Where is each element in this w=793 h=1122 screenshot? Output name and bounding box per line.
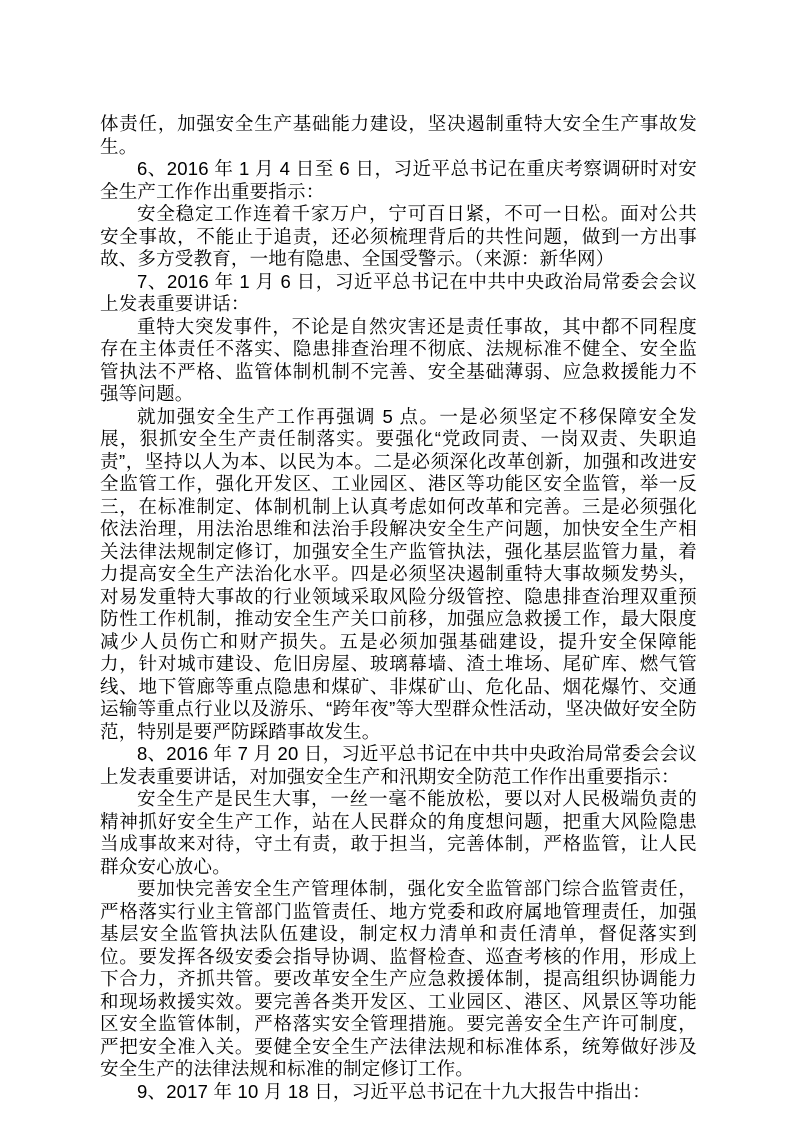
document-body [100, 113, 697, 1103]
paragraph-item-9: 9、2017 年 10 月 18 日，习近平总书记在十九大报告中指出： [137, 1080, 651, 1102]
paragraph-continuation: 体责任，加强安全生产基础能力建设，坚决遏制重特大安全生产事故发生。 [100, 113, 697, 157]
paragraph-item-7: 7、2016 年 1 月 6 日，习近平总书记在中共中央政治局常委会会议上发表重要讲话： [100, 270, 697, 314]
paragraph-quote: 要加快完善安全生产管理体制，强化安全监管部门综合监管责任，严格落实行业主管部门监管责任、地方党委和政府属地管理责任，加强基层安全监管执法队伍建设，制定权力清单和责任清单，督促落实到位。要发挥各级安委会指导协调、监督检查、巡查考核的作用，形成上下合力，齐抓共管。要改革安全生产应急救援体制，提高组织协调能力和现场救援实效。要完善各类开发区、工业园区、港区、风景区等功能区安全监管体制，严格落实安全管理措施。要完善安全生产许可制度，严把安全准入关。要健全安全生产法律法规和标准体系，统筹做好涉及安全生产的法律法规和标准的制定修订工作。 [100, 878, 697, 1079]
paragraph-quote: 重特大突发事件，不论是自然灾害还是责任事故，其中都不同程度存在主体责任不落实、隐患排查治理不彻底、法规标准不健全、安全监管执法不严格、监管体制机制不完善、安全基础薄弱、应急救援能力不强等问题。 [100, 315, 697, 404]
paragraph-quote: 就加强安全生产工作再强调 5 点。一是必须坚定不移保障安全发展，狠抓安全生产责任制落实。要强化“党政同责、一岗双责、失职追责”，坚持以人为本、以民为本。二是必须深化改革创新，加强和改进安全监管工作，强化开发区、工业园区、港区等功能区安全监管，举一反三，在标准制定、体制机制上认真考虑如何改革和完善。三是必须强化依法治理，用法治思维和法治手段解决安全生产问题，加快安全生产相关法律法规制定修订，加强安全生产监管执法，强化基层监管力量，着力提高安全生产法治化水平。四是必须坚决遏制重特大事故频发势头，对易发重特大事故的行业领域采取风险分级管控、隐患排查治理双重预防性工作机制，推动安全生产关口前移，加强应急救援工作，最大限度减少人员伤亡和财产损失。五是必须加强基础建设，提升安全保障能力，针对城市建设、危旧房屋、玻璃幕墙、渣土堆场、尾矿库、燃气管线、地下管廊等重点隐患和煤矿、非煤矿山、危化品、烟花爆竹、交通运输等重点行业以及游乐、“跨年夜”等大型群众性活动，坚决做好安全防范，特别是要严防踩踏事故发生。 [100, 405, 697, 742]
paragraph-quote: 安全生产是民生大事，一丝一毫不能放松，要以对人民极端负责的精神抓好安全生产工作，站在人民群众的角度想问题，把重大风险隐患当成事故来对待，守土有责，敢于担当，完善体制，严格监管，让人民群众安心放心。 [100, 788, 697, 877]
paragraph-quote: 安全稳定工作连着千家万户，宁可百日紧，不可一日松。面对公共安全事故，不能止于追责，还必须梳理背后的共性问题，做到一方出事故、多方受教育，一地有隐患、全国受警示。（来源：新华网） [100, 203, 697, 269]
paragraph-item-6: 6、2016 年 1 月 4 日至 6 日，习近平总书记在重庆考察调研时对安全生产工作作出重要指示： [100, 158, 697, 202]
paragraph-item-8: 8、2016 年 7 月 20 日，习近平总书记在中共中央政治局常委会会议上发表重要讲话，对加强安全生产和汛期安全防范工作作出重要指示： [100, 743, 697, 787]
